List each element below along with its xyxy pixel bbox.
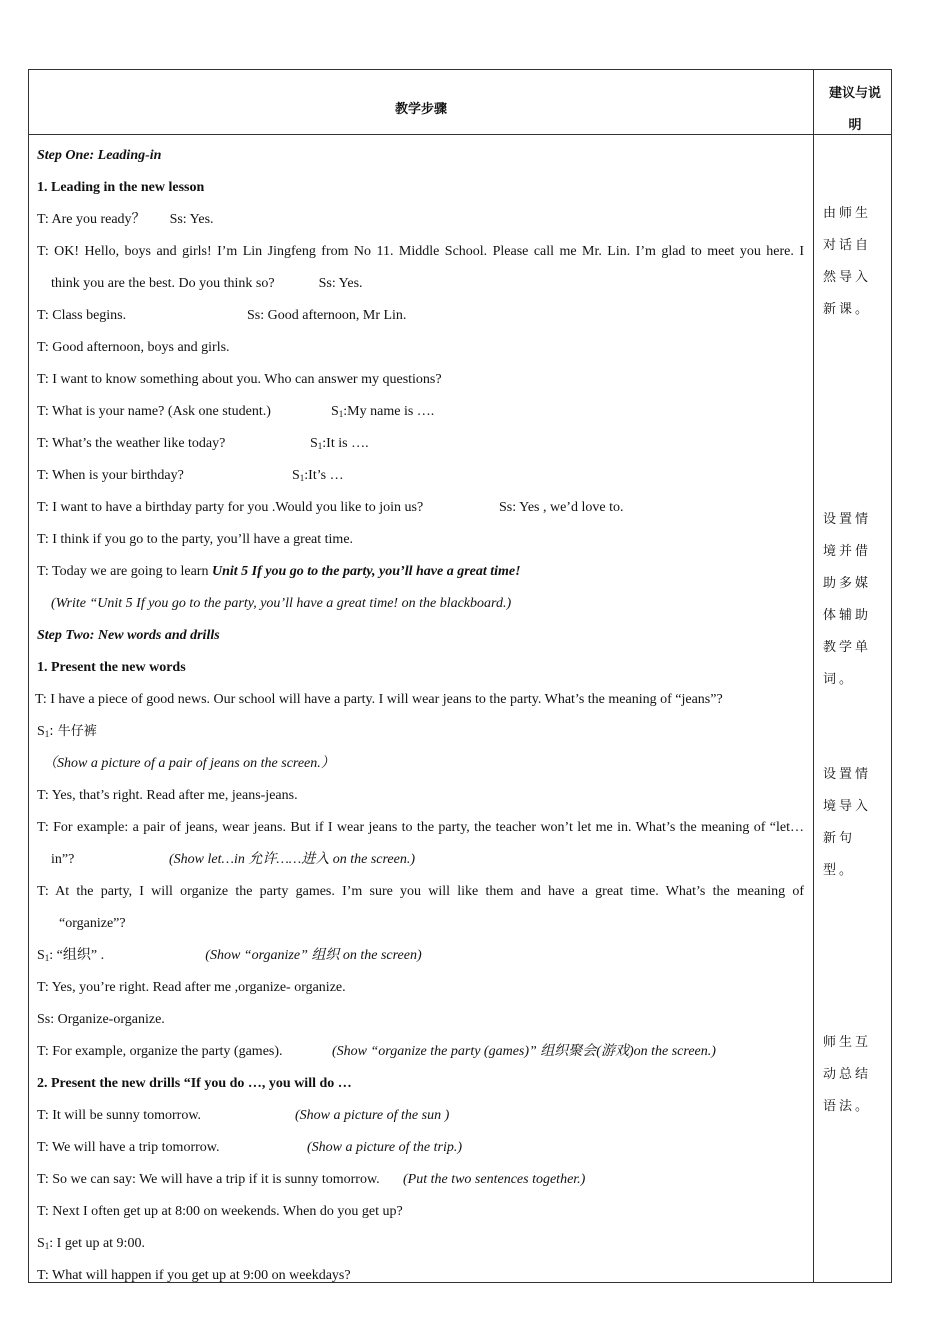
column-divider <box>813 70 814 1282</box>
dialog-line: $S_1$: I get up at 9:00. <box>37 1236 145 1251</box>
teacher-line: T: Are you ready？ <box>37 212 146 227</box>
note-intro: 由师生对话自然导入新课。 <box>823 206 872 317</box>
dialog-line: T: For example: a pair of jeans, wear jeans. But if I wear jeans to the party, the teacher won’t let me in. What’s the meaning of “let… <box>37 820 804 835</box>
header-notes: 建议与说明 <box>828 86 881 133</box>
lesson-table <box>28 69 892 1283</box>
student-line: Ss: Yes , we’d love to. <box>499 500 624 515</box>
dialog-line: T: I have a piece of good news. Our school will have a party. I will wear jeans to the party. What’s the meaning of “jeans”? <box>35 692 723 707</box>
dialog-line: T: Next I often get up at 8:00 on weekends. When do you get up? <box>37 1204 403 1219</box>
lesson-title: Unit 5 If you go to the party, you’ll have a great time! <box>211 564 521 579</box>
dialog-line <box>37 300 804 332</box>
note-sentence-pattern: 设置情境导入新句型。 <box>823 767 872 878</box>
steps-column <box>37 140 804 1292</box>
dialog-line: T: It will be sunny tomorrow. (Show a picture of the sun ) <box>37 1108 450 1123</box>
section-heading: 1. Present the new words <box>37 660 186 675</box>
stage-direction: （Show a picture of a pair of jeans on the screen.） <box>43 756 335 771</box>
step-two-heading: Step Two: New words and drills <box>37 628 220 643</box>
dialog-line: T: We will have a trip tomorrow. (Show a picture of the trip.) <box>37 1140 463 1155</box>
dialog-line: T: So we can say: We will have a trip if it is sunny tomorrow. (Put the two sentences together.) <box>37 1172 586 1187</box>
dialog-line: T: Today we are going to learn Unit 5 If you go to the party, you’ll have a great time! <box>37 564 521 579</box>
dialog-line: $S_1$: 牛仔裤 <box>37 724 97 739</box>
dialog-line: T: At the party, I will organize the party games. I’m sure you will like them and have a great time. What’s the meaning of <box>37 884 804 899</box>
dialog-line: T: Good afternoon, boys and girls. <box>37 340 230 355</box>
teacher-line: T: When is your birthday? <box>37 468 184 483</box>
student-line: $S_1:It’s$ … <box>292 468 344 483</box>
student-line: $S_1:It$ is …. <box>310 436 369 451</box>
dialog-line: T: What will happen if you get up at 9:00 on weekdays? <box>37 1268 351 1283</box>
dialog-line: T: Yes, that’s right. Read after me, jeans-jeans. <box>37 788 298 803</box>
student-line: $S_1:My$ name is …. <box>331 404 435 419</box>
teacher-line: T: I want to have a birthday party for you .Would you like to join us? <box>37 500 424 515</box>
dialog-line: T: I want to know something about you. Who can answer my questions? <box>37 372 442 387</box>
stage-direction: (Show a picture of the trip.) <box>307 1140 463 1155</box>
stage-direction: (Show “organize” 组织 on the screen) <box>205 948 422 963</box>
section-heading: 2. Present the new drills “If you do …, you will do … <box>37 1076 352 1091</box>
dialog-line <box>37 268 804 300</box>
dialog-line: $S_1$: “组织” . (Show “organize” 组织 on the screen) <box>37 948 422 963</box>
dialog-line: T: I think if you go to the party, you’ll have a great time. <box>37 532 354 547</box>
note-vocabulary: 设置情境并借助多媒体辅助教学单词。 <box>823 512 872 687</box>
header-divider <box>29 134 891 135</box>
dialog-line: Ss: Organize-organize. <box>37 1012 165 1027</box>
stage-direction: (Show “organize the party (games)” 组织聚会(游戏)on the screen.) <box>332 1044 716 1059</box>
dialog-line <box>37 204 804 236</box>
stage-direction: (Write “Unit 5 If you go to the party, you’ll have a great time! on the blackboard.) <box>51 596 512 611</box>
teacher-line: T: Class begins. <box>37 308 127 323</box>
stage-direction: (Put the two sentences together.) <box>403 1172 586 1187</box>
dialog-line <box>37 492 804 524</box>
dialog-line: “organize”? <box>59 916 126 931</box>
teacher-line: T: What’s the weather like today? <box>37 436 226 451</box>
dialog-line: in”? (Show let…in 允许……进入 on the screen.) <box>51 852 416 867</box>
dialog-line <box>37 428 804 460</box>
student-line: Ss: Yes. <box>169 212 214 227</box>
stage-direction: (Show let…in 允许……进入 on the screen.) <box>169 852 416 867</box>
dialog-line <box>37 460 804 492</box>
dialog-line: T: Yes, you’re right. Read after me ,organize- organize. <box>37 980 346 995</box>
step-one-heading: Step One: Leading-in <box>37 148 162 163</box>
student-line: Ss: Good afternoon, Mr Lin. <box>247 308 407 323</box>
teacher-line: think you are the best. Do you think so? <box>51 276 275 291</box>
note-grammar: 师生互动总结语法。 <box>823 1035 872 1114</box>
dialog-line <box>37 396 804 428</box>
student-line: Ss: Yes. <box>318 276 363 291</box>
teacher-line: T: What is your name? (Ask one student.) <box>37 404 271 419</box>
stage-direction: (Show a picture of the sun ) <box>295 1108 450 1123</box>
section-heading: 1. Leading in the new lesson <box>37 180 205 195</box>
header-steps: 教学步骤 <box>394 102 447 117</box>
dialog-line: T: OK! Hello, boys and girls! I’m Lin Jingfeng from No 11. Middle School. Please call me Mr. Lin. I’m glad to meet you here. I <box>37 244 804 259</box>
dialog-line: T: For example, organize the party (games). (Show “organize the party (games)” 组织聚会(游戏)on the screen.) <box>37 1044 716 1059</box>
